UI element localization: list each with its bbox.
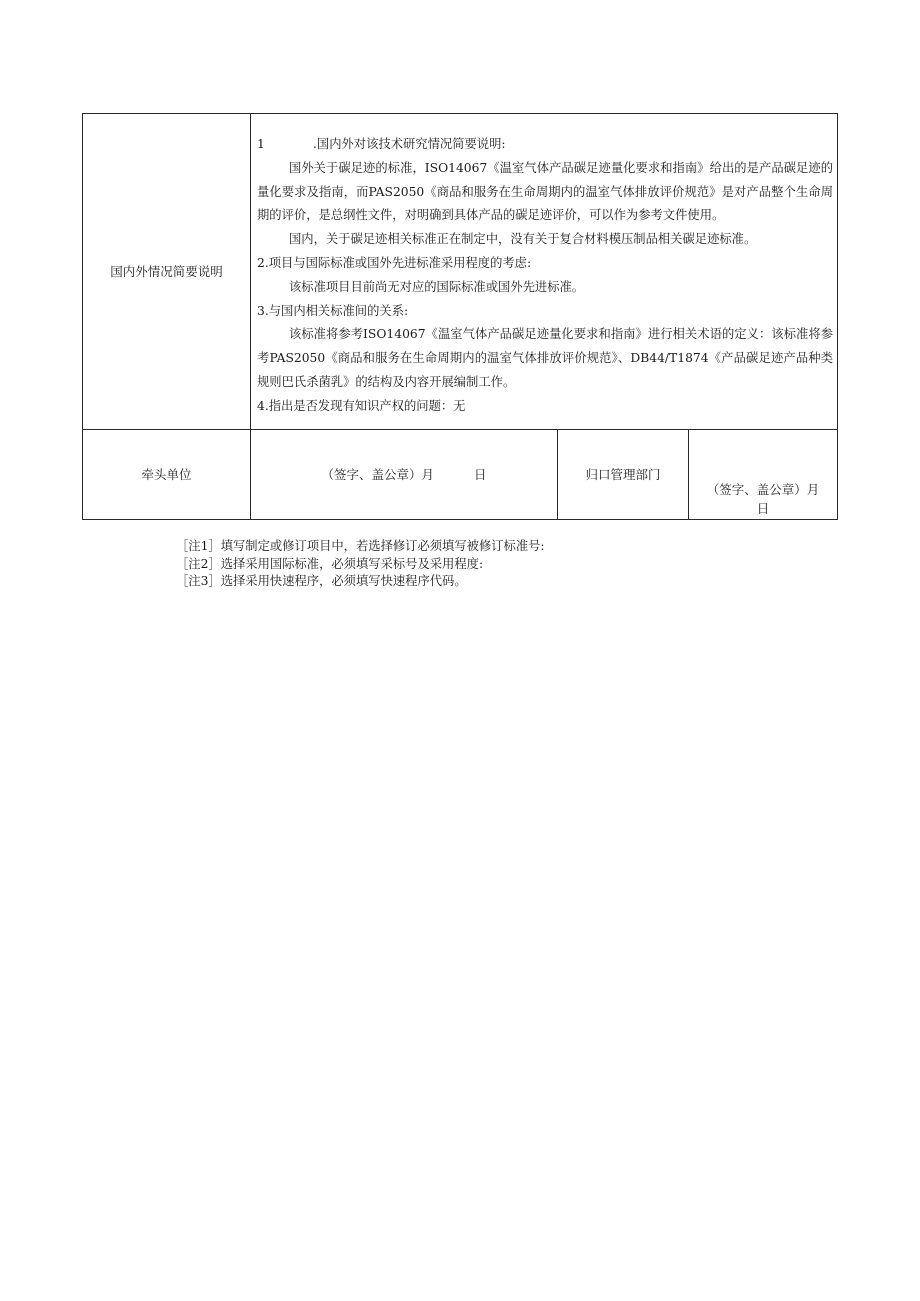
section1-number: 1 bbox=[257, 137, 265, 151]
lead-sign-text: （签字、盖公章）月 bbox=[321, 467, 434, 483]
lead-unit-signature bbox=[251, 429, 558, 519]
lead-unit-label: 牵头单位 bbox=[83, 429, 251, 519]
management-dept-label: 归口管理部门 bbox=[558, 429, 689, 519]
footnotes bbox=[176, 538, 545, 591]
dept-sign-text: （签字、盖公章）月 bbox=[706, 481, 820, 497]
section3-body: 该标准将参考ISO14067《温室气体产品碳足迹量化要求和指南》进行相关术语的定义：该标准将参考PAS2050《商品和服务在生命周期内的温室气体排放评价规范》、DB44/T1874《产品碳足迹产品种类规则巴氏杀菌乳》的结构及内容开展编制工作。 bbox=[257, 327, 834, 389]
note-2: ［注2］选择采用国际标准，必须填写采标号及采用程度: bbox=[176, 556, 484, 571]
section3-heading: 3.与国内相关标准间的关系: bbox=[257, 303, 409, 318]
dept-day-text: 日 bbox=[756, 500, 770, 516]
signature-row bbox=[83, 429, 838, 519]
section1-foreign-paragraph: 国外关于碳足迹的标准，ISO14067《温室气体产品碳足迹量化要求和指南》给出的是产品碳足迹的量化要求及指南，而PAS2050《商品和服务在生命周期内的温室气体排放评价规范》是对产品整个生命周期的评价，是总纲性文件，对明确到具体产品的碳足迹评价，可以作为参考文件使用。 bbox=[257, 160, 834, 223]
section1-heading-text: .国内外对该技术研究情况简要说明: bbox=[313, 137, 506, 151]
section2-heading: 2.项目与国际标准或国外先进标准采用程度的考虑: bbox=[257, 255, 532, 270]
management-dept-signature bbox=[689, 429, 838, 519]
note-1: ［注1］填写制定或修订项目中，若选择修订必须填写被修订标准号: bbox=[176, 539, 545, 553]
situation-label: 国内外情况简要说明 bbox=[83, 114, 251, 430]
lead-day-text: 日 bbox=[474, 467, 487, 483]
note-3: ［注3］选择采用快速程序，必须填写快速程序代码。 bbox=[176, 574, 467, 588]
proposal-form-table bbox=[82, 113, 838, 520]
section1-heading bbox=[257, 133, 833, 157]
situation-content bbox=[251, 114, 838, 430]
situation-row bbox=[83, 114, 838, 430]
section4-heading: 4.指出是否发现有知识产权的问题：无 bbox=[257, 398, 466, 413]
section1-domestic-paragraph: 国内，关于碳足迹相关标准正在制定中，没有关于复合材料模压制品相关碳足迹标准。 bbox=[288, 232, 757, 247]
section2-body: 该标准项目目前尚无对应的国际标准或国外先进标准。 bbox=[288, 279, 585, 294]
